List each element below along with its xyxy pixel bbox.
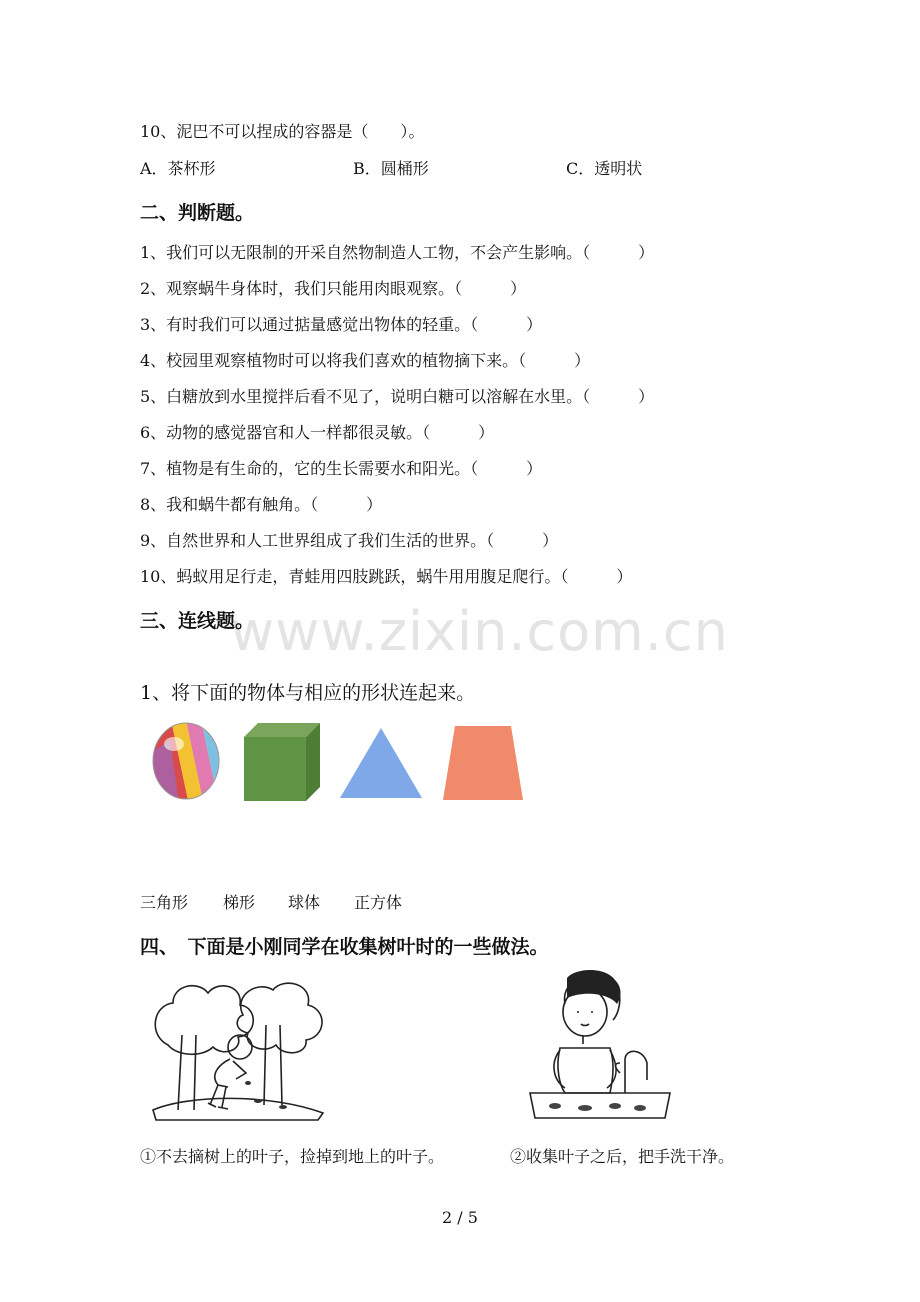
judge-item: 8、我和蜗牛都有触角。（ ） [140, 495, 383, 514]
watermark: www.zixin.com.cn [230, 600, 729, 663]
section-4-title: 四、 下面是小刚同学在收集树叶时的一些做法。 [140, 936, 549, 958]
question-10-stem: 10、泥巴不可以捏成的容器是（ ）。 [140, 122, 425, 141]
matching-question: 1、将下面的物体与相应的形状连起来。 [140, 682, 476, 704]
judge-item: 4、校园里观察植物时可以将我们喜欢的植物摘下来。（ ） [140, 351, 591, 370]
section-2-title: 二、判断题。 [140, 202, 255, 224]
shape-label: 梯形 [223, 893, 256, 912]
judge-item: 10、蚂蚁用足行走，青蛙用四肢跳跃，蜗牛用用腹足爬行。（ ） [140, 567, 633, 586]
ball-icon [150, 720, 222, 802]
judge-item: 1、我们可以无限制的开采自然物制造人工物，不会产生影响。（ ） [140, 243, 655, 262]
judge-item: 6、动物的感觉器官和人一样都很灵敏。（ ） [140, 423, 495, 442]
trapezoid-icon [443, 724, 523, 802]
shape-label: 正方体 [354, 893, 403, 912]
triangle-icon [338, 726, 424, 800]
judge-item: 7、植物是有生命的，它的生长需要水和阳光。（ ） [140, 459, 543, 478]
option-a: A．茶杯形 [140, 159, 216, 178]
collecting-leaves-illustration [148, 975, 328, 1125]
judge-item: 2、观察蜗牛身体时，我们只能用肉眼观察。（ ） [140, 279, 527, 298]
shape-label: 球体 [288, 893, 321, 912]
section-3-title: 三、连线题。 [140, 610, 255, 632]
caption-1: ①不去摘树上的叶子，捡掉到地上的叶子。 [140, 1147, 445, 1166]
judge-item: 3、有时我们可以通过掂量感觉出物体的轻重。（ ） [140, 315, 543, 334]
caption-2: ②收集叶子之后，把手洗干净。 [510, 1147, 735, 1166]
page-number: 2 / 5 [442, 1208, 478, 1227]
judge-item: 5、白糖放到水里搅拌后看不见了，说明白糖可以溶解在水里。（ ） [140, 387, 655, 406]
cube-icon [244, 723, 322, 803]
shape-label: 三角形 [140, 893, 189, 912]
judge-item: 9、自然世界和人工世界组成了我们生活的世界。（ ） [140, 531, 559, 550]
option-c: C．透明状 [566, 159, 643, 178]
option-b: B．圆桶形 [353, 159, 429, 178]
washing-hands-illustration [525, 968, 675, 1126]
